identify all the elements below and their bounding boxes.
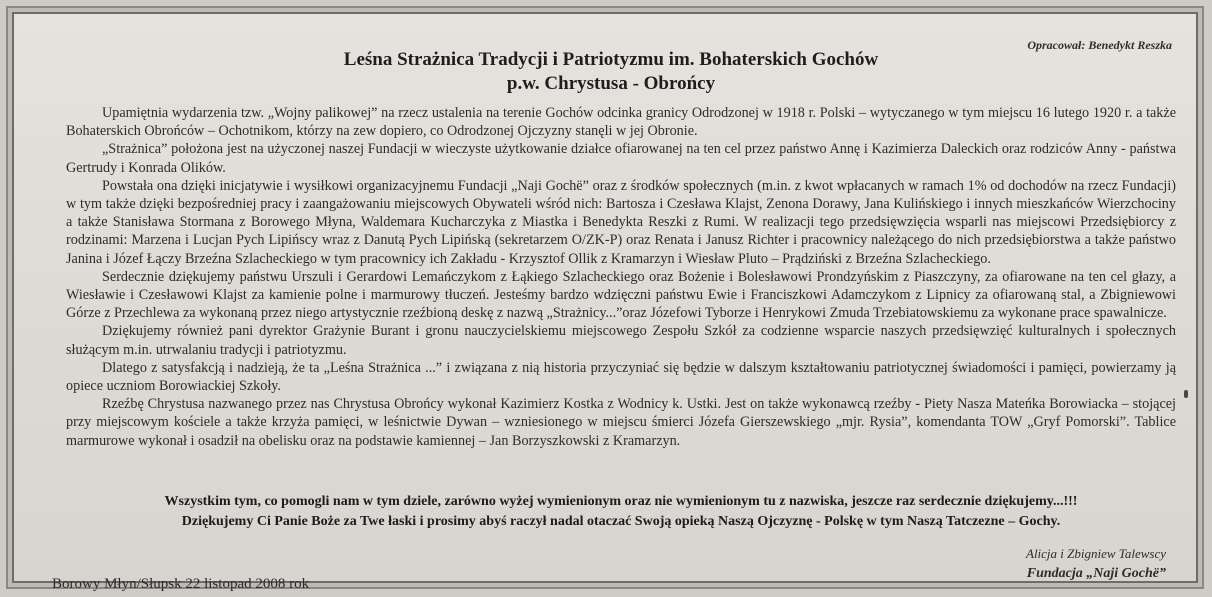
pin-mark <box>1184 390 1188 398</box>
paragraph: Powstała ona dzięki inicjatywie i wysiłkowi organizacyjnemu Fundacji „Naji Gochë” oraz z środków społecznych (m.in. z kwot wpłacanych w ramach 1% od dochodów na rzecz Fundacji) w tym także dzięki bezpośredniej pracy i zaangażowaniu miejscowych Obywateli wśród nich: Bartosza i Czesława Klajst, Zenona Dorawy, Jana Kulińskiego i innych mieszkańców Wierzchociny a także Stanisława Stormana z Borowego Młyna, Waldemara Kucharczyka z Miastka i Benedykta Reszki z Rumi. W realizacji tego przedsięwzięcia wsparli nas miejscowi Przedsiębiorcy z rodzinami: Marzena i Lucjan Pych Lipińscy wraz z Danutą Pych Lipińską (sekretarzem O/ZK-P) oraz Renata i Janusz Richter i pracownicy należącego do nich przedsiębiorstwa a także państwo Janina i Józef Łączy Brzeźna Szlacheckiego w tym pracownicy ich Zakładu - Krzysztof Ollik z Kramarzyn i Wiesław Pluto – Prądziński z Brzeźna Szlacheckiego. <box>66 177 1176 267</box>
title-line-1: Leśna Strażnica Tradycji i Patriotyzmu im. Bohaterskich Gochów <box>343 49 879 70</box>
body-text <box>66 104 1176 450</box>
title-line-2: p.w. Chrystusa - Obrońcy <box>506 73 716 94</box>
date-line: Borowy Młyn/Słupsk 22 listopad 2008 rok <box>52 576 310 592</box>
paragraph: Upamiętnia wydarzenia tzw. „Wojny palikowej” na rzecz ustalenia na terenie Gochów odcinka granicy Odrodzonej w 1918 r. Polski – wytyczanego w tym miejscu 16 lutego 1920 r. a także Bohaterskich Obrońców – Ochotnikom, którzy na zew dopiero, co Odrodzonej Ojczyzny stanęli w jej Obronie. <box>66 105 1176 140</box>
signature <box>1026 544 1166 584</box>
signature-organization: Fundacja „Naji Gochë” <box>1026 566 1166 581</box>
plaque-paper <box>26 22 1196 592</box>
thanks-line-1: Wszystkim tym, co pomogli nam w tym dziele, zarówno wyżej wymienionym oraz nie wymienionym tu z nazwiska, jeszcze raz serdecznie dziękujemy...!!! <box>164 494 1078 509</box>
thanks-line-2: Dziękujemy Ci Panie Boże za Twe łaski i prosimy abyś raczył nadal otaczać Swoją opieką Naszą Ojczyznę - Polskę w tym Naszą Tatczezne – Gochy. <box>181 514 1061 529</box>
author-note: Opracował: Benedykt Reszka <box>1027 38 1172 52</box>
paragraph: Serdecznie dziękujemy państwu Urszuli i Gerardowi Lemańczykom z Łąkiego Szlacheckiego oraz Bożenie i Bolesławowi Prondzyńskim z Piaszczyny, za ofiarowane na ten cel głazy, a Wiesławie i Czesławowi Klajst za kamienie polne i marmurowy tłuczeń. Jesteśmy bardzo wdzięczni państwu Ewie i Franciszkowi Adamczykom z Lipnicy za ofiarowaną stal, a Zbigniewowi Górze z Przechlewa za wykonaną przez niego artystycznie rzeźbioną deskę z nazwą „Strażnicy...”oraz Józefowi Tyborze i Henrykowi Zmuda Trzebiatowskiemu za wykonane prace spawalnicze. <box>66 268 1176 322</box>
paragraph: Rzeźbę Chrystusa nazwanego przez nas Chrystusa Obrońcy wykonał Kazimierz Kostka z Wodnicy k. Ustki. Jest on także wykonawcą rzeźby - Piety Nasza Mateńka Borowiacka – stojącej przy miejscowym kościele a także krzyża pamięci, w leśnictwie Dywan – wzniesionego w miejscu śmierci Józefa Gierszewskiego „mjr. Rysia”, komendanta TOW „Gryf Pomorski”. Tablice marmurowe wykonał i osadził na obelisku oraz na podstawie kamiennej – Jan Borzyszkowski z Kramarzyn. <box>66 396 1176 449</box>
page-title <box>26 48 1196 96</box>
paragraph: „Strażnica” położona jest na użyczonej naszej Fundacji w wieczyste użytkowanie działce ofiarowanej na ten cel przez państwo Annę i Kazimierza Daleckich oraz rodziców Anny - państwa Gertrudy i Konrada Olików. <box>66 141 1176 176</box>
signature-names: Alicja i Zbigniew Talewscy <box>1026 546 1166 561</box>
plaque-frame <box>6 6 1204 592</box>
paragraph: Dlatego z satysfakcją i nadzieją, że ta „Leśna Strażnica ...” i związana z nią historia przyczyniać się będzie w dalszym kształtowaniu patriotycznej świadomości i pamięci, powierzamy ją opiece uczniom Borowiackiej Szkoły. <box>66 359 1176 395</box>
paragraph: Dziękujemy również pani dyrektor Grażynie Burant i gronu nauczycielskiemu miejscowego Zespołu Szkół za codzienne wsparcie naszych przedsięwzięć kulturalnych i społecznych służącym m.in. utrwalaniu tradycji i patriotyzmu. <box>66 323 1176 358</box>
thanks-block <box>66 492 1176 532</box>
